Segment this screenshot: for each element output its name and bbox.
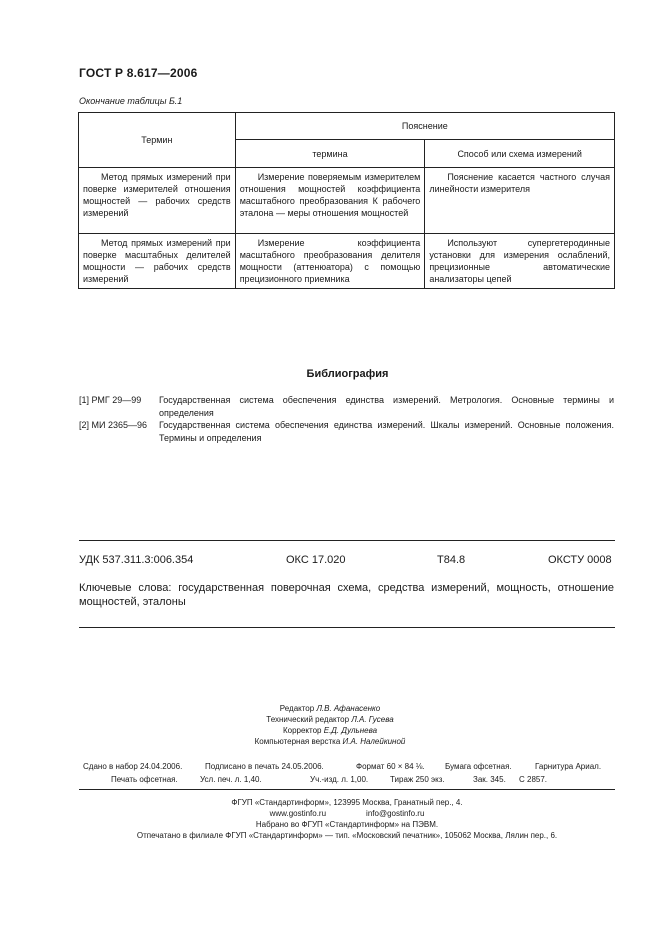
bibliography-ref: [1] РМГ 29—99 xyxy=(79,395,142,405)
pub-order: Зак. 345. xyxy=(473,775,506,784)
pub-edit-sheets: Уч.-изд. л. 1,00. xyxy=(310,775,369,784)
credit-name: Е.Д. Дульнева xyxy=(323,726,378,735)
cell-term: Метод прямых измерений при поверке измерителей отношения мощностей — рабочих средств измерений xyxy=(79,168,236,234)
pub-typeset-date: Сдано в набор 24.04.2006. xyxy=(83,762,183,771)
pub-format: Формат 60 × 84 ⅛. xyxy=(356,762,425,771)
credit-name: Л.А. Гусева xyxy=(351,715,394,724)
table-caption: Окончание таблицы Б.1 xyxy=(79,96,183,106)
credit-line xyxy=(100,736,560,748)
pub-print-sheets: Усл. печ. л. 1,40. xyxy=(200,775,262,784)
pub-circulation: Тираж 250 экз. xyxy=(390,775,445,784)
divider xyxy=(79,627,615,628)
bibliography-item xyxy=(79,394,614,419)
subheader-term: термина xyxy=(235,140,425,168)
credit-role: Корректор xyxy=(282,726,322,735)
printed-note: Отпечатано в филиале ФГУП «Стандартинформ» — тип. «Московский печатник», 105062 Москва, Лялин пер., 6. xyxy=(136,831,558,840)
table-row xyxy=(79,168,615,234)
pub-font: Гарнитура Ариал. xyxy=(535,762,602,771)
udk-code: УДК 537.311.3:006.354 xyxy=(79,554,194,566)
bibliography-ref: [2] МИ 2365—96 xyxy=(79,420,148,430)
cell-method: Используют супергетеродинные установки для измерения ослаблений, прецизионные автоматические анализаторы цепей xyxy=(425,234,615,289)
pub-code: С 2857. xyxy=(519,775,548,784)
header-term: Термин xyxy=(79,113,236,168)
bibliography-item xyxy=(79,419,614,444)
okstu-code: ОКСТУ 0008 xyxy=(548,554,612,566)
publisher-address: ФГУП «Стандартинформ», 123995 Москва, Гранатный пер., 4. xyxy=(231,798,463,807)
subheader-method: Способ или схема измерений xyxy=(425,140,615,168)
pub-signed-date: Подписано в печать 24.05.2006. xyxy=(205,762,324,771)
table-row xyxy=(79,234,615,289)
standard-number: ГОСТ Р 8.617—2006 xyxy=(79,66,198,80)
keywords: Ключевые слова: государственная поверочная схема, средства измерений, мощность, отношение мощностей, эталоны xyxy=(79,582,614,608)
terms-table xyxy=(78,112,615,289)
bibliography-text: Государственная система обеспечения единства измерений. Шкалы измерений. Основные положения. Термины и определения xyxy=(159,420,614,443)
divider xyxy=(79,540,615,541)
credit-role: Технический редактор xyxy=(266,715,350,724)
credit-role: Редактор xyxy=(279,704,315,713)
credit-role: Компьютерная верстка xyxy=(254,737,341,746)
credit-name: И.А. Налейкиной xyxy=(342,737,406,746)
pub-paper: Бумага офсетная. xyxy=(445,762,512,771)
pub-print: Печать офсетная. xyxy=(111,775,178,784)
category-code: Т84.8 xyxy=(437,554,466,566)
bibliography-text: Государственная система обеспечения единства измерений. Метрология. Основные термины и определения xyxy=(159,395,614,418)
cell-explanation: Измерение коэффициента масштабного преобразования делителя мощности (аттенюатора) с помощью прецизионного приемника xyxy=(235,234,425,289)
publisher-website[interactable]: www.gostinfo.ru xyxy=(269,809,327,818)
publisher-email[interactable]: info@gostinfo.ru xyxy=(366,809,425,818)
bibliography-title: Библиография xyxy=(306,368,389,380)
cell-explanation: Измерение поверяемым измерителем отношения мощностей коэффициента масштабного преобразования К рабочего эталона — меры отношения мощностей xyxy=(235,168,425,234)
credit-name: Л.В. Афанасенко xyxy=(316,704,381,713)
cell-term: Метод прямых измерений при поверке масштабных делителей мощности — рабочих средств измерений xyxy=(79,234,236,289)
oks-code: ОКС 17.020 xyxy=(286,554,346,566)
publisher-contacts xyxy=(79,808,615,820)
header-explanation: Пояснение xyxy=(235,113,614,140)
typeset-note: Набрано во ФГУП «Стандартинформ» на ПЭВМ. xyxy=(255,820,439,829)
cell-method: Пояснение касается частного случая линейности измерителя xyxy=(425,168,615,234)
divider xyxy=(79,789,615,790)
